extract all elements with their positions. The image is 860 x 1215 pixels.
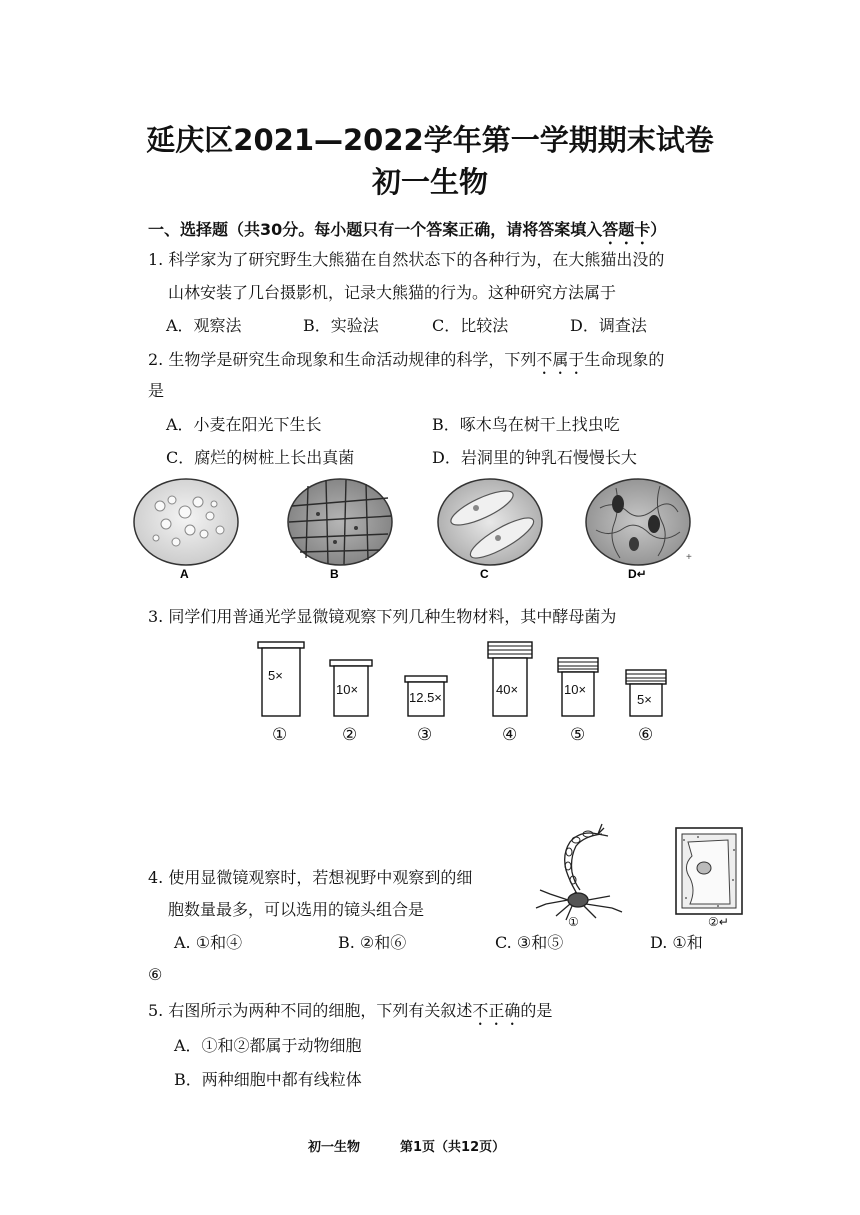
plant-cell-drawing [676,828,742,914]
micrograph-label-d: D↵ [628,567,647,581]
q5-emphasis: 不正确 [472,1001,521,1020]
lens-6-threads [626,670,666,684]
lens-1-rim [258,642,304,648]
q1-stem-line1: 1. 科学家为了研究野生大熊猫在自然状态下的各种行为，在大熊猫出没的 [148,250,665,269]
micrograph-mark: + [686,552,692,563]
lens-2-number: ② [342,725,358,744]
lens-4-mag: 40× [496,682,519,697]
q2-option-a: A．小麦在阳光下生长 [166,415,322,434]
q5-stem: 5. 右图所示为两种不同的细胞，下列有关叙述不正确的是 [148,1001,553,1020]
q1-option-c: C．比较法 [432,316,509,335]
cell-label-2: ②↵ [708,915,729,929]
lens-figure [250,636,680,748]
micrograph-d-stomata [586,479,690,565]
q4-option-d-wrap: ⑥ [148,965,163,984]
q4-option-d: D. ①和 [650,933,703,952]
q5-option-a: A．①和②都属于动物细胞 [174,1036,362,1055]
micrograph-c-protozoa [438,479,542,565]
micrograph-figure [130,478,710,584]
q2-option-c: C．腐烂的树桩上长出真菌 [166,448,355,467]
micrograph-label-c: C [480,567,489,581]
lens-5-mag: 10× [564,682,587,697]
lens-6-mag: 5× [637,692,652,707]
q4-option-c: C. ③和⑤ [495,933,564,952]
lens-3-rim [405,676,447,682]
micrograph-b-onion [288,479,392,565]
micrograph-a-yeast [134,479,238,565]
micrograph-label-a: A [180,567,189,581]
section-heading-emphasis: 答题卡 [602,220,651,239]
q4-option-a: A. ①和④ [174,933,243,952]
q1-option-d: D．调查法 [570,316,647,335]
q4-option-b: B. ②和⑥ [338,933,407,952]
cell-label-1: ① [568,915,579,929]
lens-4-number: ④ [502,725,518,744]
lens-6-number: ⑥ [638,725,654,744]
lens-3-mag: 12.5× [409,690,442,705]
section-heading: 一、选择题（共30分。每小题只有一个答案正确，请将答案填入答题卡） [148,220,667,239]
footer-subject: 初一生物 [308,1140,361,1155]
q2-stem-line2: 是 [148,381,165,400]
q2-option-b: B．啄木鸟在树干上找虫吃 [432,415,620,434]
exam-subtitle: 初一生物 [371,165,488,199]
lens-1-number: ① [272,725,288,744]
q2-emphasis: 不属于 [536,350,585,369]
q4-stem-line2: 胞数量最多，可以选用的镜头组合是 [168,900,425,919]
lens-5-threads [558,658,598,672]
q1-option-b: B．实验法 [303,316,379,335]
q4-stem-line1: 4. 使用显微镜观察时，若想视野中观察到的细 [148,868,473,887]
q1-stem-line2: 山林安装了几台摄影机，记录大熊猫的行为。这种研究方法属于 [168,283,617,302]
q1-option-a: A．观察法 [166,316,242,335]
q2-stem-line1: 2. 生物学是研究生命现象和生命活动规律的科学，下列不属于生命现象的 [148,350,665,369]
footer-page-number: 第1页（共12页） [400,1140,506,1155]
q5-option-b: B．两种细胞中都有线粒体 [174,1070,362,1089]
lens-2-mag: 10× [336,682,359,697]
lens-5-number: ⑤ [570,725,586,744]
lens-1-mag: 5× [268,668,283,683]
exam-title: 延庆区2021—2022学年第一学期期末试卷 [146,123,714,157]
lens-2-rim [330,660,372,666]
neuron-cell-drawing [536,824,622,920]
lens-3-number: ③ [417,725,433,744]
micrograph-label-b: B [330,567,339,581]
cell-figure [528,820,760,932]
q3-stem: 3. 同学们用普通光学显微镜观察下列几种生物材料，其中酵母菌为 [148,607,617,626]
q2-option-d: D．岩洞里的钟乳石慢慢长大 [432,448,637,467]
